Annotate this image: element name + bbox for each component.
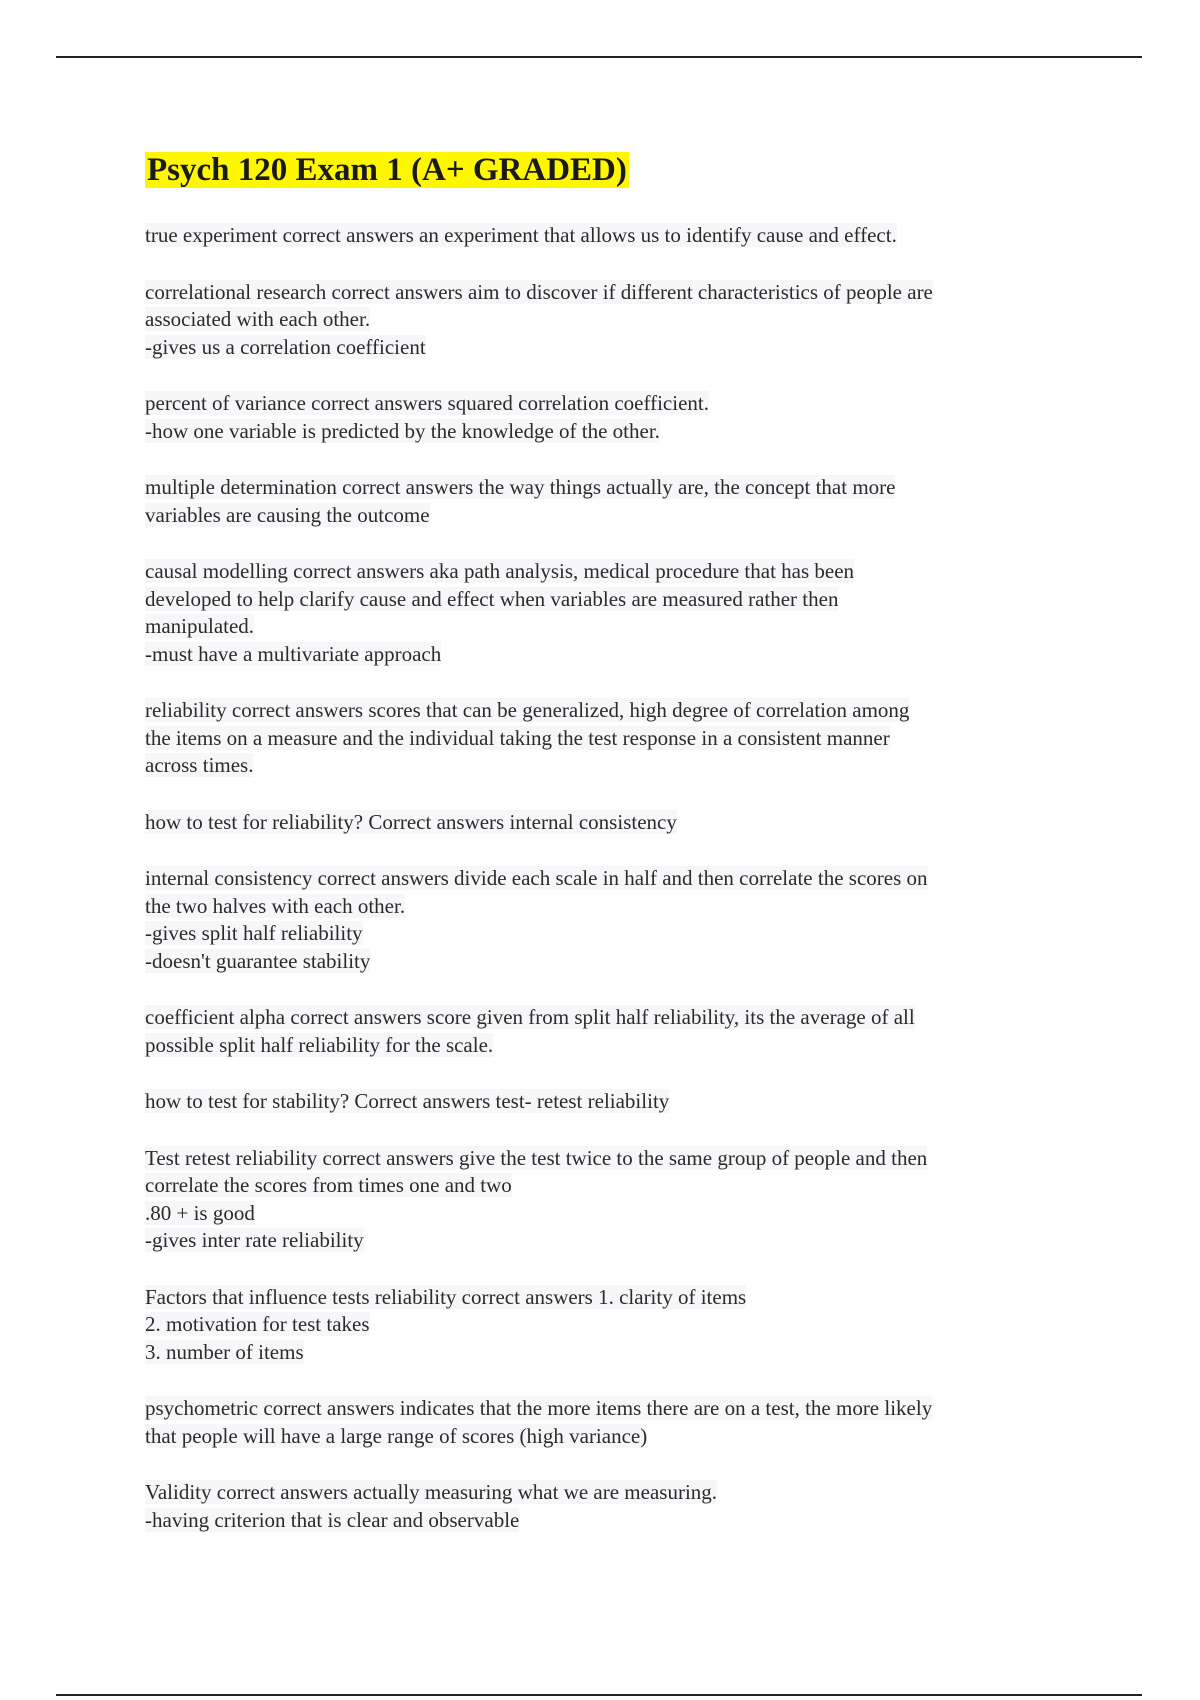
entry-line-text: -how one variable is predicted by the knowledge of the other. xyxy=(145,418,660,443)
entry-line xyxy=(145,1507,1075,1535)
entry-line-text: percent of variance correct answers squared correlation coefficient. xyxy=(145,391,709,415)
entry-line xyxy=(145,1479,1075,1507)
qa-entry xyxy=(145,1284,1075,1367)
entry-line xyxy=(145,1200,1075,1228)
entry-line-text: how to test for reliability? Correct answers internal consistency xyxy=(145,809,677,834)
entry-line-text: correlational research correct answers aim to discover if different characteristics of people are xyxy=(145,279,933,304)
qa-entry xyxy=(145,697,1075,780)
entry-line-text: manipulated. xyxy=(145,614,255,638)
entry-line xyxy=(145,893,1075,921)
entry-line-text: -gives split half reliability xyxy=(145,921,363,945)
qa-entry xyxy=(145,1395,1075,1450)
entry-line xyxy=(145,306,1075,334)
entry-line-text: developed to help clarify cause and effect when variables are measured rather then xyxy=(145,586,839,611)
entry-line-text: how to test for stability? Correct answers test- retest reliability xyxy=(145,1089,670,1113)
entry-line-text: -doesn't guarantee stability xyxy=(145,948,371,973)
entry-line xyxy=(145,948,1075,976)
entry-line xyxy=(145,474,1075,502)
qa-entry xyxy=(145,809,1075,837)
entry-line xyxy=(145,390,1075,418)
entry-line-text: Validity correct answers actually measuring what we are measuring. xyxy=(145,1480,718,1504)
entry-line-text: true experiment correct answers an experiment that allows us to identify cause and effect. xyxy=(145,223,897,247)
bottom-rule xyxy=(56,1694,1142,1696)
entry-line-text: coefficient alpha correct answers score given from split half reliability, its the average of all xyxy=(145,1005,915,1029)
entry-line-text: the two halves with each other. xyxy=(145,893,406,918)
entry-line-text: 2. motivation for test takes xyxy=(145,1312,370,1336)
qa-entry xyxy=(145,1145,1075,1255)
entry-line xyxy=(145,1339,1075,1367)
entry-line xyxy=(145,697,1075,725)
entry-line-text: -gives inter rate reliability xyxy=(145,1228,364,1252)
entry-line-text: possible split half reliability for the scale. xyxy=(145,1032,494,1057)
entry-line-text: psychometric correct answers indicates that the more items there are on a test, the more likely xyxy=(145,1396,933,1420)
entry-line xyxy=(145,279,1075,307)
entry-line xyxy=(145,1088,1075,1116)
entry-line-text: variables are causing the outcome xyxy=(145,502,430,527)
entry-line xyxy=(145,558,1075,586)
qa-entry xyxy=(145,558,1075,668)
entry-line xyxy=(145,334,1075,362)
entry-line-text: reliability correct answers scores that can be generalized, high degree of correlation among xyxy=(145,698,910,722)
document-title xyxy=(145,148,1075,192)
entry-line xyxy=(145,1172,1075,1200)
entry-line xyxy=(145,1004,1075,1032)
entry-line xyxy=(145,1395,1075,1423)
entry-line-text: causal modelling correct answers aka path analysis, medical procedure that has been xyxy=(145,559,855,583)
entry-line xyxy=(145,641,1075,669)
entry-line xyxy=(145,725,1075,753)
entry-line-text: -must have a multivariate approach xyxy=(145,641,442,666)
qa-entry xyxy=(145,474,1075,529)
entry-line xyxy=(145,1423,1075,1451)
entry-line-text: -gives us a correlation coefficient xyxy=(145,334,426,359)
qa-entry xyxy=(145,1004,1075,1059)
entry-list xyxy=(145,222,1075,1534)
title-highlight: Psych 120 Exam 1 (A+ GRADED) xyxy=(147,152,627,188)
qa-entry xyxy=(145,390,1075,445)
entry-line xyxy=(145,1311,1075,1339)
entry-line xyxy=(145,920,1075,948)
entry-line xyxy=(145,1227,1075,1255)
entry-line xyxy=(145,613,1075,641)
entry-line xyxy=(145,418,1075,446)
qa-entry xyxy=(145,1088,1075,1116)
entry-line-text: .80 + is good xyxy=(145,1200,255,1225)
entry-line-text: Factors that influence tests reliability correct answers 1. clarity of items xyxy=(145,1284,747,1309)
entry-line-text: across times. xyxy=(145,753,254,777)
entry-line xyxy=(145,502,1075,530)
top-rule xyxy=(56,56,1142,58)
entry-line-text: multiple determination correct answers the way things actually are, the concept that more xyxy=(145,475,896,499)
entry-line-text: that people will have a large range of scores (high variance) xyxy=(145,1423,648,1448)
entry-line xyxy=(145,1145,1075,1173)
entry-line xyxy=(145,1032,1075,1060)
document-body xyxy=(145,148,1075,1563)
entry-line xyxy=(145,222,1075,250)
entry-line xyxy=(145,865,1075,893)
qa-entry xyxy=(145,1479,1075,1534)
qa-entry xyxy=(145,222,1075,250)
entry-line-text: correlate the scores from times one and two xyxy=(145,1173,512,1197)
entry-line-text: the items on a measure and the individual taking the test response in a consistent manner xyxy=(145,725,890,750)
entry-line-text: associated with each other. xyxy=(145,307,371,331)
entry-line-text: Test retest reliability correct answers give the test twice to the same group of people and then xyxy=(145,1145,928,1170)
entry-line xyxy=(145,1284,1075,1312)
entry-line xyxy=(145,752,1075,780)
qa-entry xyxy=(145,279,1075,362)
entry-line-text: internal consistency correct answers divide each scale in half and then correlate the scores on xyxy=(145,866,928,890)
entry-line-text: 3. number of items xyxy=(145,1339,304,1364)
entry-line-text: -having criterion that is clear and observable xyxy=(145,1507,520,1532)
entry-line xyxy=(145,586,1075,614)
entry-line xyxy=(145,809,1075,837)
qa-entry xyxy=(145,865,1075,975)
